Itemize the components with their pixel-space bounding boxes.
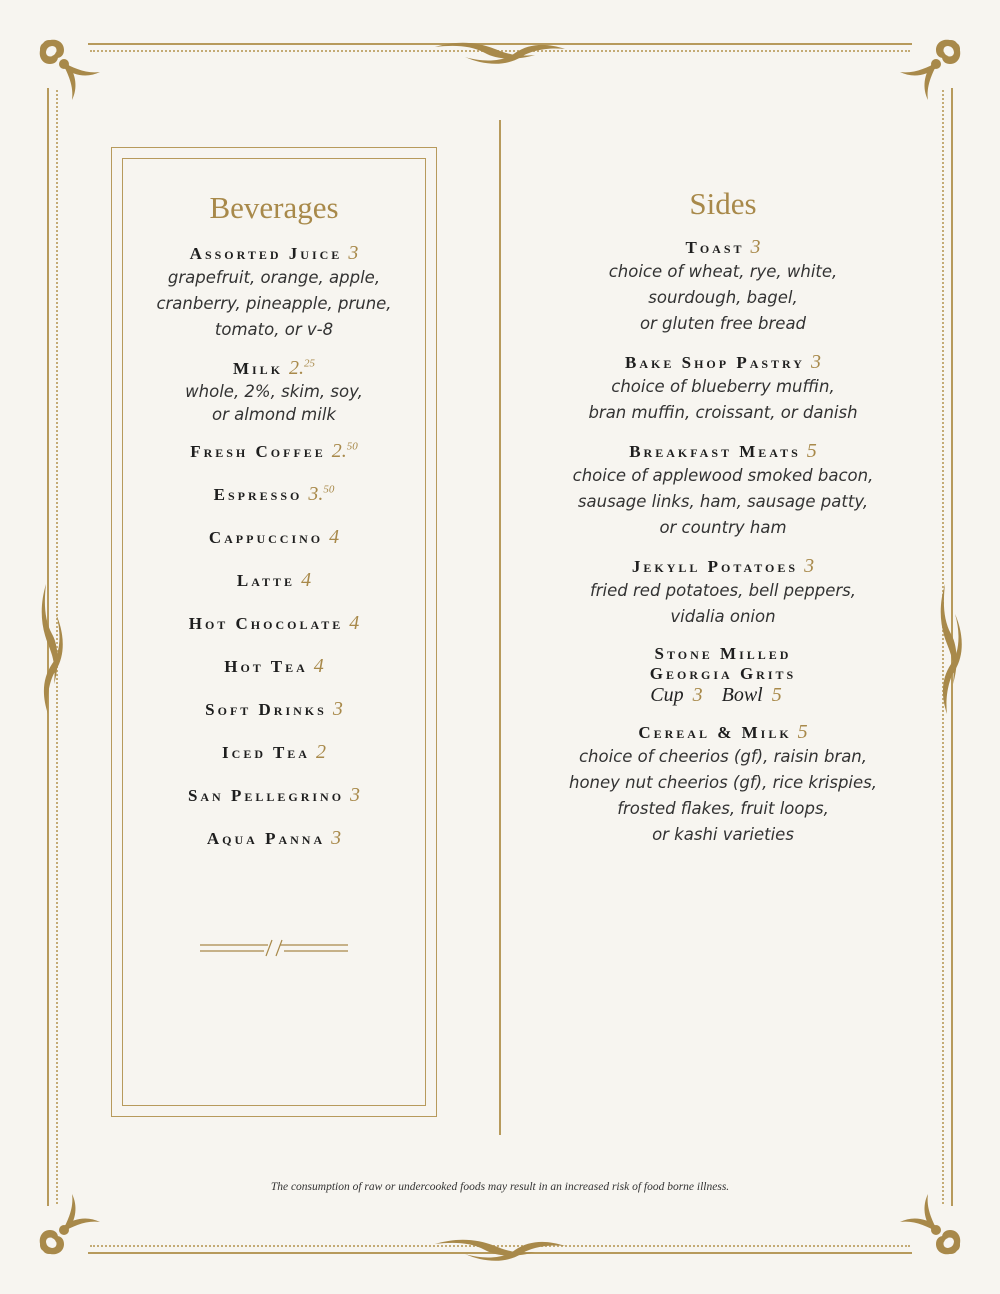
item-name: Milk	[232, 359, 284, 378]
item-name: Toast	[685, 238, 745, 257]
beverages-heading: Beverages	[209, 190, 339, 225]
corner-flourish-icon	[34, 1190, 104, 1260]
item-price: 3	[348, 242, 359, 264]
item-price: 4	[329, 526, 340, 548]
item-description: choice of cheerios (gf), raisin bran, honey nut cheerios (gf), rice krispies, frosted flakes, fruit loops, or kashi varieties	[569, 747, 877, 844]
item-name: Latte	[236, 571, 296, 590]
item-name: Aqua Panna	[206, 829, 326, 848]
menu-item	[523, 351, 923, 426]
food-safety-footnote: The consumption of raw or undercooked foods may result in an increased risk of food borne illness.	[270, 1181, 730, 1193]
item-price: 3	[750, 236, 761, 258]
item-name: Iced Tea	[222, 743, 310, 762]
menu-item	[523, 644, 923, 707]
menu-item	[122, 526, 426, 549]
rope-ornament-icon	[435, 1236, 565, 1262]
item-price: 3	[804, 555, 815, 577]
divider-ornament-icon	[200, 938, 348, 958]
menu-item	[122, 655, 426, 678]
menu-item	[122, 357, 426, 426]
item-name: Soft Drinks	[205, 700, 327, 719]
corner-flourish-icon	[896, 34, 966, 104]
rope-ornament-icon	[435, 39, 565, 65]
item-name: San Pellegrino	[187, 786, 345, 805]
grits-sizes	[523, 684, 923, 707]
item-price: 5	[797, 721, 808, 743]
item-price: 4	[349, 612, 360, 634]
menu-item	[122, 784, 426, 807]
item-name: Stone Milled	[654, 644, 792, 663]
cup-label: Cup	[650, 684, 684, 706]
menu-item	[523, 721, 923, 848]
item-price: 3	[810, 351, 821, 373]
item-price: 3	[350, 784, 361, 806]
item-price: 2.50	[331, 440, 358, 462]
sides-section	[523, 186, 923, 862]
beverages-section	[122, 190, 426, 870]
bowl-label: Bowl	[721, 684, 763, 706]
item-name: Fresh Coffee	[190, 442, 326, 461]
menu-item	[122, 483, 426, 506]
item-name: Cappuccino	[208, 528, 324, 547]
menu-item	[523, 236, 923, 337]
item-price: 5	[806, 440, 817, 462]
menu-item	[122, 440, 426, 463]
item-name: Assorted Juice	[189, 244, 343, 263]
menu-item	[122, 827, 426, 850]
menu-item	[122, 612, 426, 635]
item-price: 2	[315, 741, 326, 763]
item-description: fried red potatoes, bell peppers, vidalia onion	[589, 581, 857, 626]
corner-flourish-icon	[896, 1190, 966, 1260]
item-name: Espresso	[213, 485, 303, 504]
item-name: Breakfast Meats	[629, 442, 801, 461]
rope-ornament-icon	[38, 584, 64, 714]
column-divider	[499, 120, 501, 1135]
item-name: Cereal & Milk	[638, 723, 792, 742]
item-name: Georgia Grits	[649, 664, 797, 683]
item-price: 4	[313, 655, 324, 677]
corner-flourish-icon	[34, 34, 104, 104]
menu-item	[122, 569, 426, 592]
menu-item	[523, 555, 923, 630]
item-name: Hot Chocolate	[188, 614, 344, 633]
sides-heading: Sides	[689, 186, 757, 221]
item-description: choice of applewood smoked bacon, sausage links, ham, sausage patty, or country ham	[572, 466, 874, 537]
item-name: Bake Shop Pastry	[625, 353, 805, 372]
menu-item	[523, 440, 923, 541]
bowl-price: 5	[771, 684, 782, 706]
rope-ornament-icon	[937, 584, 963, 714]
item-price: 4	[301, 569, 312, 591]
menu-item	[122, 741, 426, 764]
item-description: choice of blueberry muffin, bran muffin, croissant, or danish	[588, 377, 858, 422]
menu-item	[122, 698, 426, 721]
item-description: choice of wheat, rye, white, sourdough, bagel, or gluten free bread	[608, 262, 838, 333]
item-price: 3	[331, 827, 342, 849]
item-name: Jekyll Potatoes	[631, 557, 799, 576]
item-name: Hot Tea	[224, 657, 308, 676]
item-description: grapefruit, orange, apple, cranberry, pineapple, prune, tomato, or v-8	[156, 268, 392, 339]
item-description: whole, 2%, skim, soy, or almond milk	[185, 382, 363, 424]
cup-price: 3	[692, 684, 703, 706]
menu-item	[122, 242, 426, 343]
item-price: 2.25	[289, 357, 316, 379]
item-price: 3	[332, 698, 343, 720]
item-price: 3.50	[308, 483, 335, 505]
